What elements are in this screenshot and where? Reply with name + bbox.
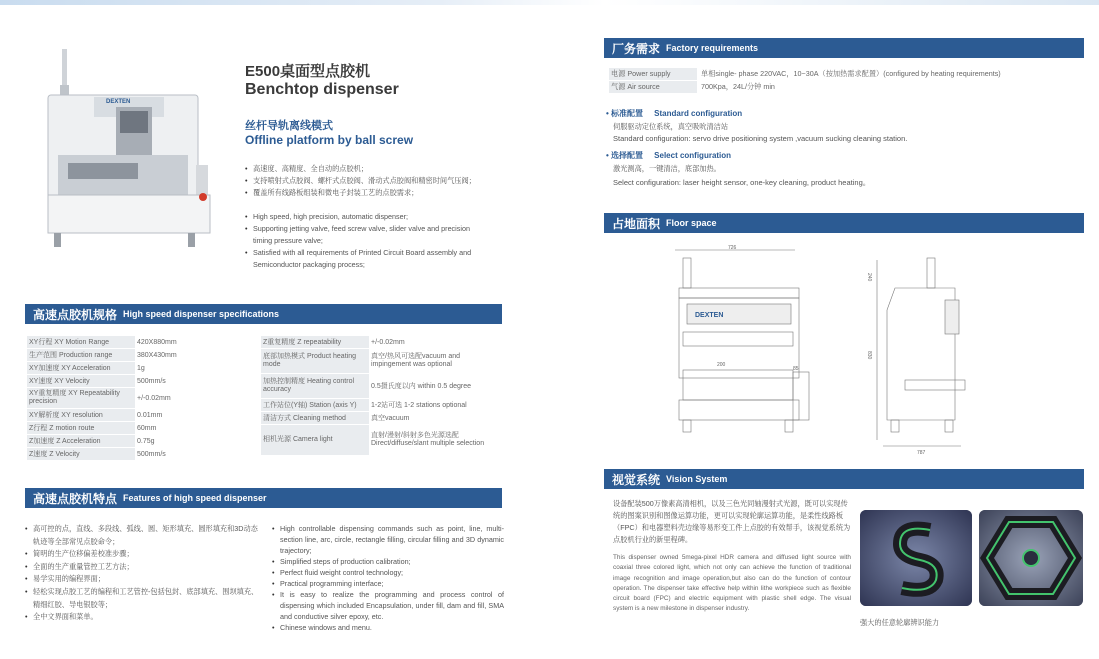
table-row: XY重复精度 XY Repeatability precision +/-0.02mm: [27, 388, 243, 409]
dim-240-label: 240: [866, 273, 872, 282]
specs-table-right: [261, 336, 503, 456]
dim-726-label: 726: [728, 245, 737, 251]
features-header: [25, 488, 502, 508]
floor-plan-drawing: [665, 240, 975, 455]
table-row: XY加速度 XY Acceleration 1g: [27, 362, 243, 375]
table-row: 工作站位(Y轴) Station (axis Y) 1-2站可选 1-2 stations optional: [261, 399, 503, 412]
list-item: • High speed, high precision, automatic dispenser;: [245, 211, 475, 223]
list-item: • Satisfied with all requirements of Printed Circuit Board assembly and Semiconductor packaging process;: [245, 247, 475, 271]
list-item: • 全面的生产重量管控工艺方法；: [25, 561, 260, 574]
dim-830-label: 830: [866, 351, 872, 360]
vision-image-hex-contour: [979, 510, 1083, 606]
vision-caption: 强大的任意轮廓辨识能力: [860, 618, 940, 627]
vision-title-cn: 视觉系统: [612, 472, 661, 487]
features-title-cn: 高速点胶机特点: [33, 491, 118, 506]
specs-title-cn: 高速点胶机规格: [33, 307, 118, 322]
product-features-cn: [245, 163, 515, 199]
factory-header: [604, 38, 1084, 58]
table-row: 清洁方式 Cleaning method 真空vacuum: [261, 412, 503, 425]
floor-header: [604, 213, 1084, 233]
dim-200-label: 200: [717, 362, 726, 368]
factory-title-cn: 厂务需求: [612, 41, 661, 56]
list-item: • 简明的生产位移偏差校准步骤；: [25, 548, 260, 561]
table-row: 底部加热模式 Product heating mode 真空/热风可选配vacuum and impingement was optional: [261, 349, 503, 374]
vision-image-s-contour: [860, 510, 972, 606]
dim-85-label: 85: [793, 366, 799, 372]
table-row: Z行程 Z motion route 60mm: [27, 422, 243, 435]
floor-title-en: Floor space: [666, 218, 717, 228]
table-row: Z速度 Z Velocity 500mm/s: [27, 448, 243, 461]
list-item: • It is easy to realize the programming and process control of dispensing which included Encapsulation, under fill, dam and fill, SMA and conductive silver epoxy, etc.: [272, 589, 504, 622]
floor-title-cn: 占地面积: [612, 216, 661, 231]
table-row: Z重复精度 Z repeatability +/-0.02mm: [261, 336, 503, 349]
list-item: • 覆盖所有线路板组装和微电子封装工艺的点胶需求；: [245, 187, 515, 199]
table-row: 相机光源 Camera light 直射/漫射/斜射多色光源选配 Direct/diffuse/slant multiple selection: [261, 425, 503, 456]
std-config-en: Standard configuration: servo drive positioning system ,vacuum sucking cleaning station.: [613, 134, 908, 143]
table-row: XY速度 XY Velocity 500mm/s: [27, 375, 243, 388]
list-item: • 轻松实现点胶工艺的编程和工艺管控-包括包封、底部填充、围坝填充、精细红胶、导电银胶等；: [25, 586, 260, 611]
list-item: • 全中文界面和菜单。: [25, 611, 260, 624]
vision-header: [604, 469, 1084, 489]
machine-brand-label: DEXTEN: [106, 99, 131, 105]
sel-config-label: • 选择配置 Select configuration: [606, 151, 732, 160]
list-item: • 高可控的点，直线、多段线、弧线、圆、矩形填充、圆形填充和3D动态轨迹等全部常见点胶命令；: [25, 523, 260, 548]
list-item: • High controllable dispensing commands such as point, line, multi-section line, arc, circle, rectangle filling, circular filling and 3D dynamic trajectory;: [272, 523, 504, 556]
list-item: • 高速度、高精度、全自动的点胶机；: [245, 163, 515, 175]
list-item: • Chinese windows and menu.: [272, 622, 504, 633]
features-list-en: [272, 523, 504, 633]
factory-table: [609, 68, 1003, 94]
table-row: Z加速度 Z Acceleration 0.75g: [27, 435, 243, 448]
platform-en: Offline platform by ball screw: [245, 133, 414, 147]
dim-787-label: 787: [917, 450, 926, 455]
features-title-en: Features of high speed dispenser: [123, 493, 267, 503]
product-features-en: [245, 211, 475, 271]
list-item: • Perfect fluid weight control technology;: [272, 567, 504, 578]
vision-title-en: Vision System: [666, 474, 728, 484]
platform-cn: 丝杆导轨离线模式: [245, 120, 333, 132]
list-item: • Supporting jetting valve, feed screw valve, slider valve and precision timing pressure valve;: [245, 223, 475, 247]
features-list-cn: [25, 523, 260, 624]
table-row: 加热控制精度 Heating control accuracy 0.5摄氏度以内 within 0.5 degree: [261, 374, 503, 399]
machine-photo: [28, 45, 218, 260]
std-config-label: • 标准配置 Standard configuration: [606, 109, 743, 118]
specs-title-en: High speed dispenser specifications: [123, 309, 280, 319]
list-item: • Simplified steps of production calibration;: [272, 556, 504, 567]
factory-title-en: Factory requirements: [666, 43, 759, 53]
list-item: • 支持喷射式点胶阀、螺杆式点胶阀、滑动式点胶阀和精密时间气压阀；: [245, 175, 515, 187]
drawing-brand-label: DEXTEN: [695, 312, 724, 319]
table-row: 生产范围 Production range 380X430mm: [27, 349, 243, 362]
vision-desc-en: This dispenser owned 5mega-pixel HDR camera and diffused light source with coaxial three colored light, which not only can achieve the function of traditional image recognition and image operation,but also can do the function of contour operation. The dispenser take effective help within lithe workpiece such as flexible circuit board (FPC) and electric equipment with plastic shell edge. The visual system is a new milestone in dispenser industry.: [613, 554, 851, 613]
table-row: XY行程 XY Motion Range 420X880mm: [27, 336, 243, 349]
table-row: XY解析度 XY resolution 0.01mm: [27, 409, 243, 422]
table-row: 电源 Power supply 单相single- phase 220VAC，10~30A（按加热需求配置）(configured by heating requirements): [609, 68, 1003, 81]
table-row: 气源 Air source 700Kpa，24L/分钟 min: [609, 81, 1003, 94]
specs-header: [25, 304, 502, 324]
sel-config-en: Select configuration: laser height sensor, one-key cleaning, product heating。: [613, 178, 871, 187]
specs-table-left: [27, 336, 243, 461]
vision-desc-cn: 设备配装500万像素高清相机，以及三色光同轴漫射式光源，既可以实现传统的图案识别和图像运算功能，更可以实现轮廓运算功能，是柔性线路板（FPC）和电器塑料壳边缘等易形变工件上点胶的有效帮手，该视觉系统为点胶机行业的新里程碑。: [613, 499, 851, 544]
list-item: • 易学实用的编程界面；: [25, 573, 260, 586]
sel-config-cn: 激光测高，一键清洁，底部加热。: [613, 164, 721, 173]
product-model-en: Benchtop dispenser: [245, 81, 399, 98]
product-model-cn: E500桌面型点胶机: [245, 63, 371, 80]
top-decor-band: [0, 0, 1099, 5]
list-item: • Practical programming interface;: [272, 578, 504, 589]
std-config-cn: 伺服驱动定位系统，真空吸吮清洁站: [613, 122, 729, 131]
